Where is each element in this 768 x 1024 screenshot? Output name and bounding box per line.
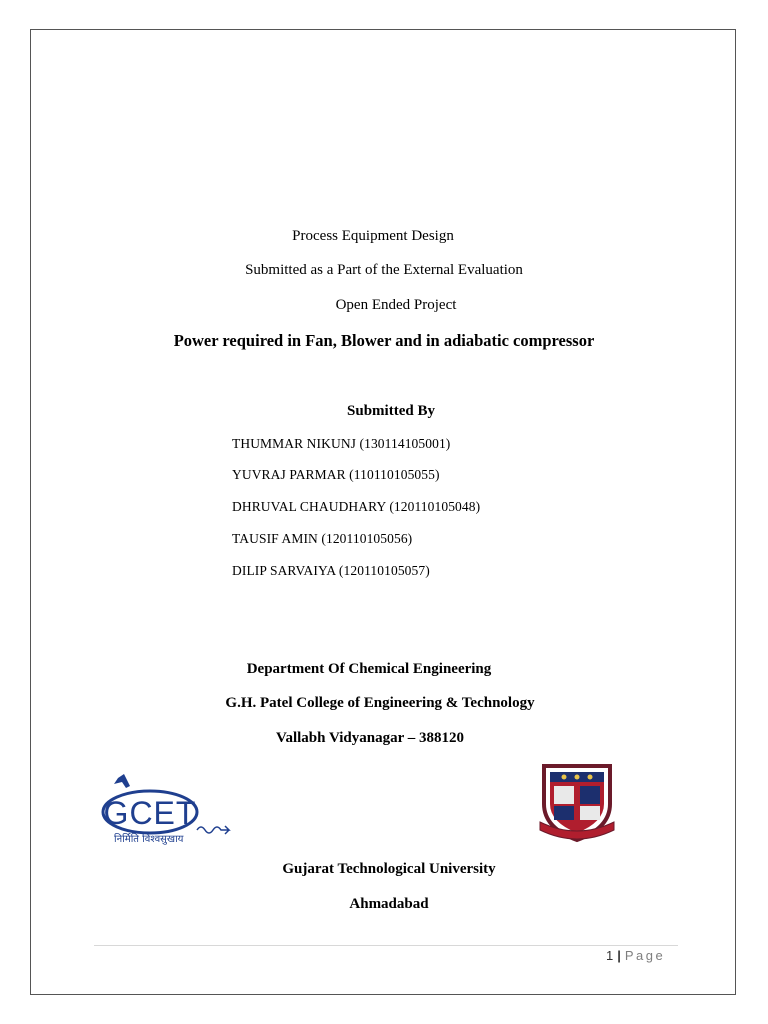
member-3: DHRUVAL CHAUDHARY (120110105048): [232, 499, 481, 514]
page-separator: |: [617, 948, 621, 963]
gcet-logo-graphic: [100, 772, 240, 846]
course-title: Process Equipment Design: [292, 228, 454, 244]
member-2: YUVRAJ PARMAR (110110105055): [232, 467, 440, 482]
department: Department Of Chemical Engineering: [246, 661, 492, 677]
college: G.H. Patel College of Engineering & Technology: [225, 695, 535, 711]
crest-graphic: [538, 762, 616, 846]
project-type: Open Ended Project: [335, 297, 457, 313]
page-label: Page: [624, 948, 666, 963]
university: Gujarat Technological University: [282, 861, 496, 877]
page-footer: [606, 948, 665, 963]
address: Vallabh Vidyanagar – 388120: [276, 730, 464, 746]
page-number: 1: [606, 948, 614, 963]
member-4: TAUSIF AMIN (120110105056): [232, 531, 413, 546]
member-5: DILIP SARVAIYA (120110105057): [232, 563, 430, 578]
crest-quadrant: [554, 806, 574, 820]
gcet-tagline: निर्मिति विश्वसुखाय: [114, 834, 184, 845]
crest-dot-icon: [588, 775, 593, 780]
city: Ahmadabad: [349, 896, 429, 912]
crest-quadrant: [580, 786, 600, 804]
crest-quadrant: [554, 786, 574, 804]
college-crest: [538, 762, 616, 851]
submission-line: Submitted as a Part of the External Evaluation: [245, 262, 523, 278]
project-title: Power required in Fan, Blower and in adiabatic compressor: [173, 331, 595, 350]
crest-dot-icon: [562, 775, 567, 780]
crest-dot-icon: [575, 775, 580, 780]
gcet-logo-text: GCET: [103, 795, 197, 831]
gcet-star-shape: [114, 774, 130, 788]
wave-arrow-icon: [197, 826, 229, 834]
footer-rule: [94, 945, 678, 946]
gcet-logo: [100, 772, 240, 851]
member-1: THUMMAR NIKUNJ (130114105001): [232, 436, 451, 451]
submitted-by-label: Submitted By: [347, 403, 435, 419]
crest-quadrant: [580, 806, 600, 820]
